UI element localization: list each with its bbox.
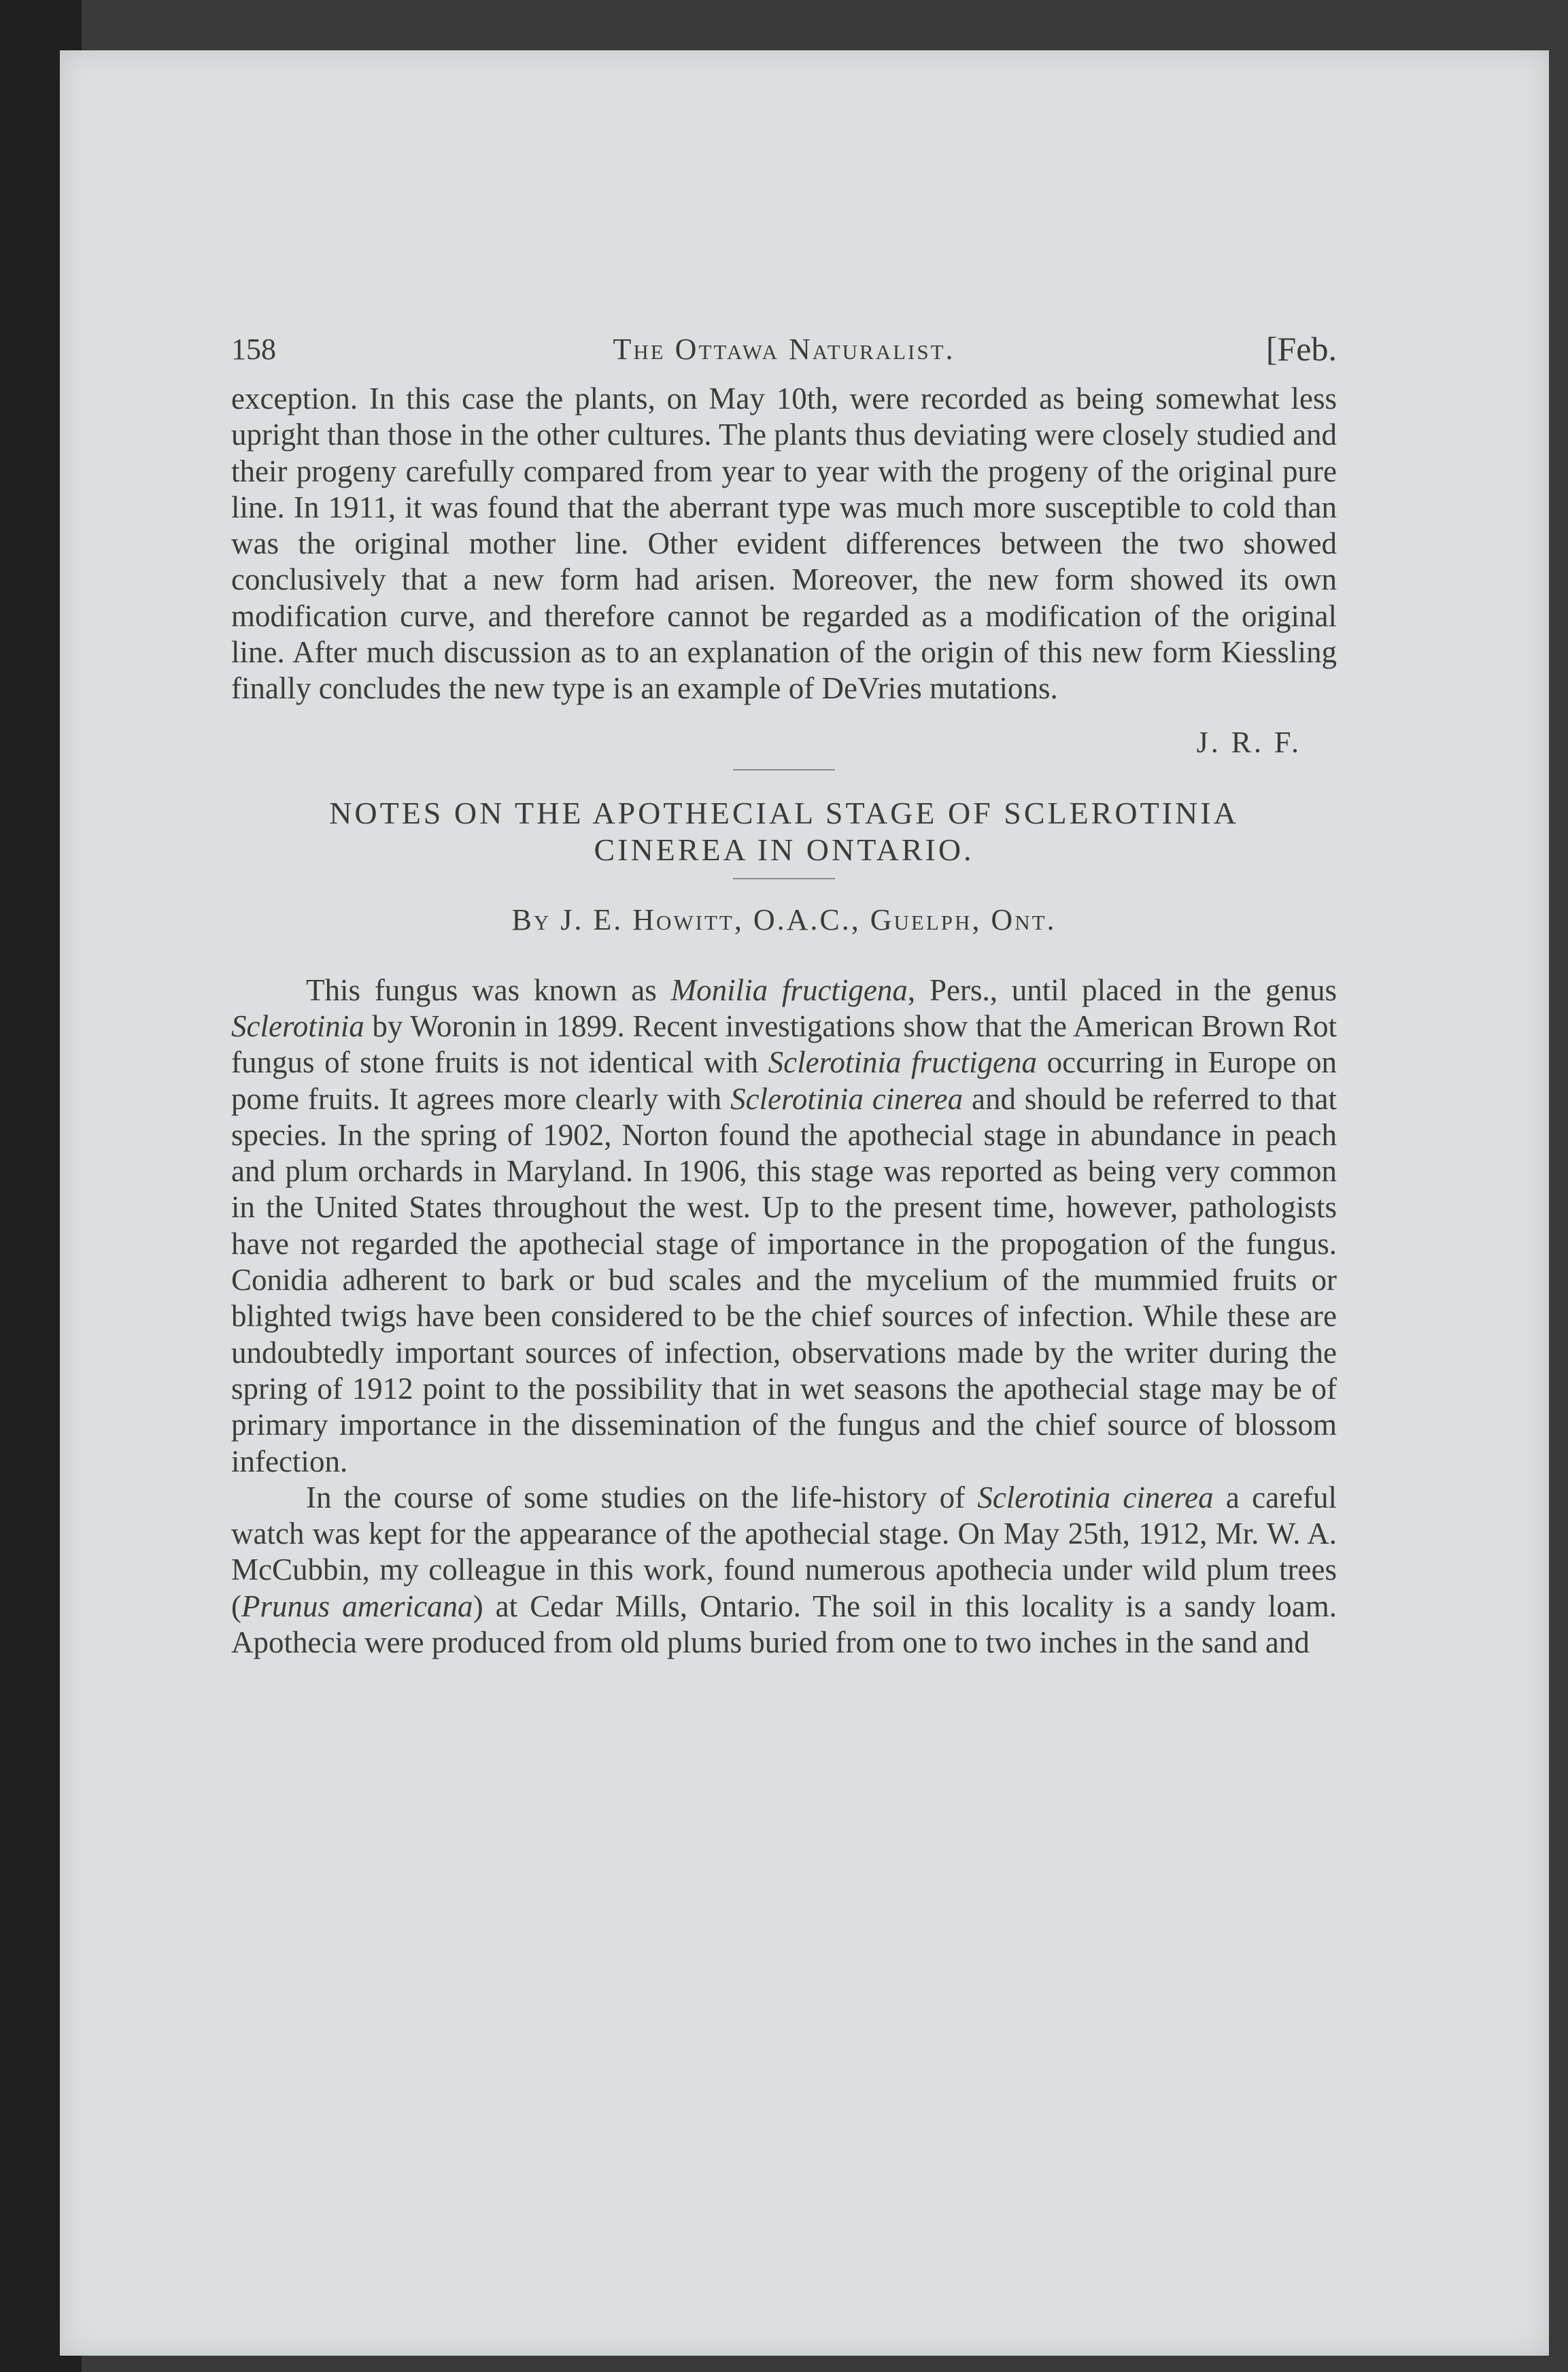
text-run: and should be referred to that species. In the spring of 1902, Norton found the apothecial stage in abundance in peach and plum orchards in Maryland. In 1906, this stage was reported as being very common in the United States throughout the west. Up to the present time, however, pathologists have not regarded the apothecial stage of importance in the propogation of the fungus. Conidia adherent to bark or bud scales and the mycelium of the mummied fruits or blighted twigs have been considered to be the chief sources of infection. While these are undoubtedly important sources of infection, observations made by the writer during the spring of 1912 point to the possibility that in wet seasons the apothecial stage may be of primary importance in the dissemination of the fungus and the chief source of blossom infection. — [231, 1081, 1337, 1478]
italic-run: Sclerotinia cinerea — [977, 1480, 1214, 1514]
author-initials: J. R. F. — [1196, 725, 1301, 759]
italic-run: Monilia fructigena — [670, 972, 908, 1007]
byline-author: J. E. Howitt, — [560, 902, 744, 936]
text-run: In the course of some studies on the life-history of — [306, 1480, 978, 1514]
article-body — [231, 972, 1337, 1661]
continued-paragraph: exception. In this case the plants, on May 10th, were recorded as being somewhat less upright than those in the other cultures. The plants thus deviating were closely studied and their progeny carefully compared from year to year with the progeny of the original pure line. In 1911, it was found that the aberrant type was much more susceptible to cold than was the original mother line. Other evident differences between the two showed conclusively that a new form had arisen. Moreover, the new form showed its own modification curve, and therefore cannot be regarded as a modification of the original line. After much discussion as to an explanation of the origin of this new form Kiessling finally concludes the new type is an example of DeVries mutations. — [231, 382, 1337, 706]
text-run: by Woronin in 1899. Recent investigations show that the American Brown Rot fungus of stone fruits is not identical with — [231, 1009, 1337, 1080]
italic-run: Sclerotinia — [231, 1009, 364, 1043]
text-run: , Pers., until placed in the genus — [907, 972, 1337, 1007]
document-page — [231, 326, 1337, 1661]
italic-run: Sclerotinia fructigena — [768, 1045, 1038, 1080]
issue-marker: [Feb. — [1265, 330, 1337, 368]
article-title — [231, 795, 1337, 868]
article-title-line-1: NOTES ON THE APOTHECIAL STAGE OF SCLEROTINIA — [329, 795, 1239, 830]
byline-affiliation: O.A.C., — [753, 902, 861, 936]
byline — [231, 902, 1337, 937]
italic-run: Prunus americana — [241, 1589, 473, 1623]
text-run: This fungus was known as — [306, 972, 671, 1007]
continued-article — [231, 381, 1337, 760]
body-paragraph-1 — [231, 972, 1337, 1480]
byline-place: Guelph, Ont. — [870, 902, 1057, 936]
text-run: a careful watch was kept for the appearance of the apothecial stage. On May 25th, 1912, Mr. W. A. McCubbin, my colleague in this work, found numerous apothecia under wild plum trees ( — [231, 1480, 1337, 1623]
article-title-line-2: CINEREA IN ONTARIO. — [594, 832, 974, 867]
section-divider — [733, 769, 835, 770]
title-divider — [733, 878, 835, 879]
text-run: occurring in Europe on pome fruits. It agrees more clearly with — [231, 1045, 1337, 1116]
text-run: ) at Cedar Mills, Ontario. The soil in this locality is a sandy loam. Apothecia were produced from old plums buried from one to two inches in the sand and — [231, 1589, 1337, 1660]
italic-run: Sclerotinia cinerea — [730, 1081, 964, 1116]
page-number: 158 — [231, 333, 276, 366]
byline-by: By — [511, 902, 551, 936]
journal-title: The Ottawa Naturalist. — [613, 333, 955, 366]
body-paragraph-2 — [231, 1480, 1337, 1661]
running-head — [231, 326, 1337, 381]
